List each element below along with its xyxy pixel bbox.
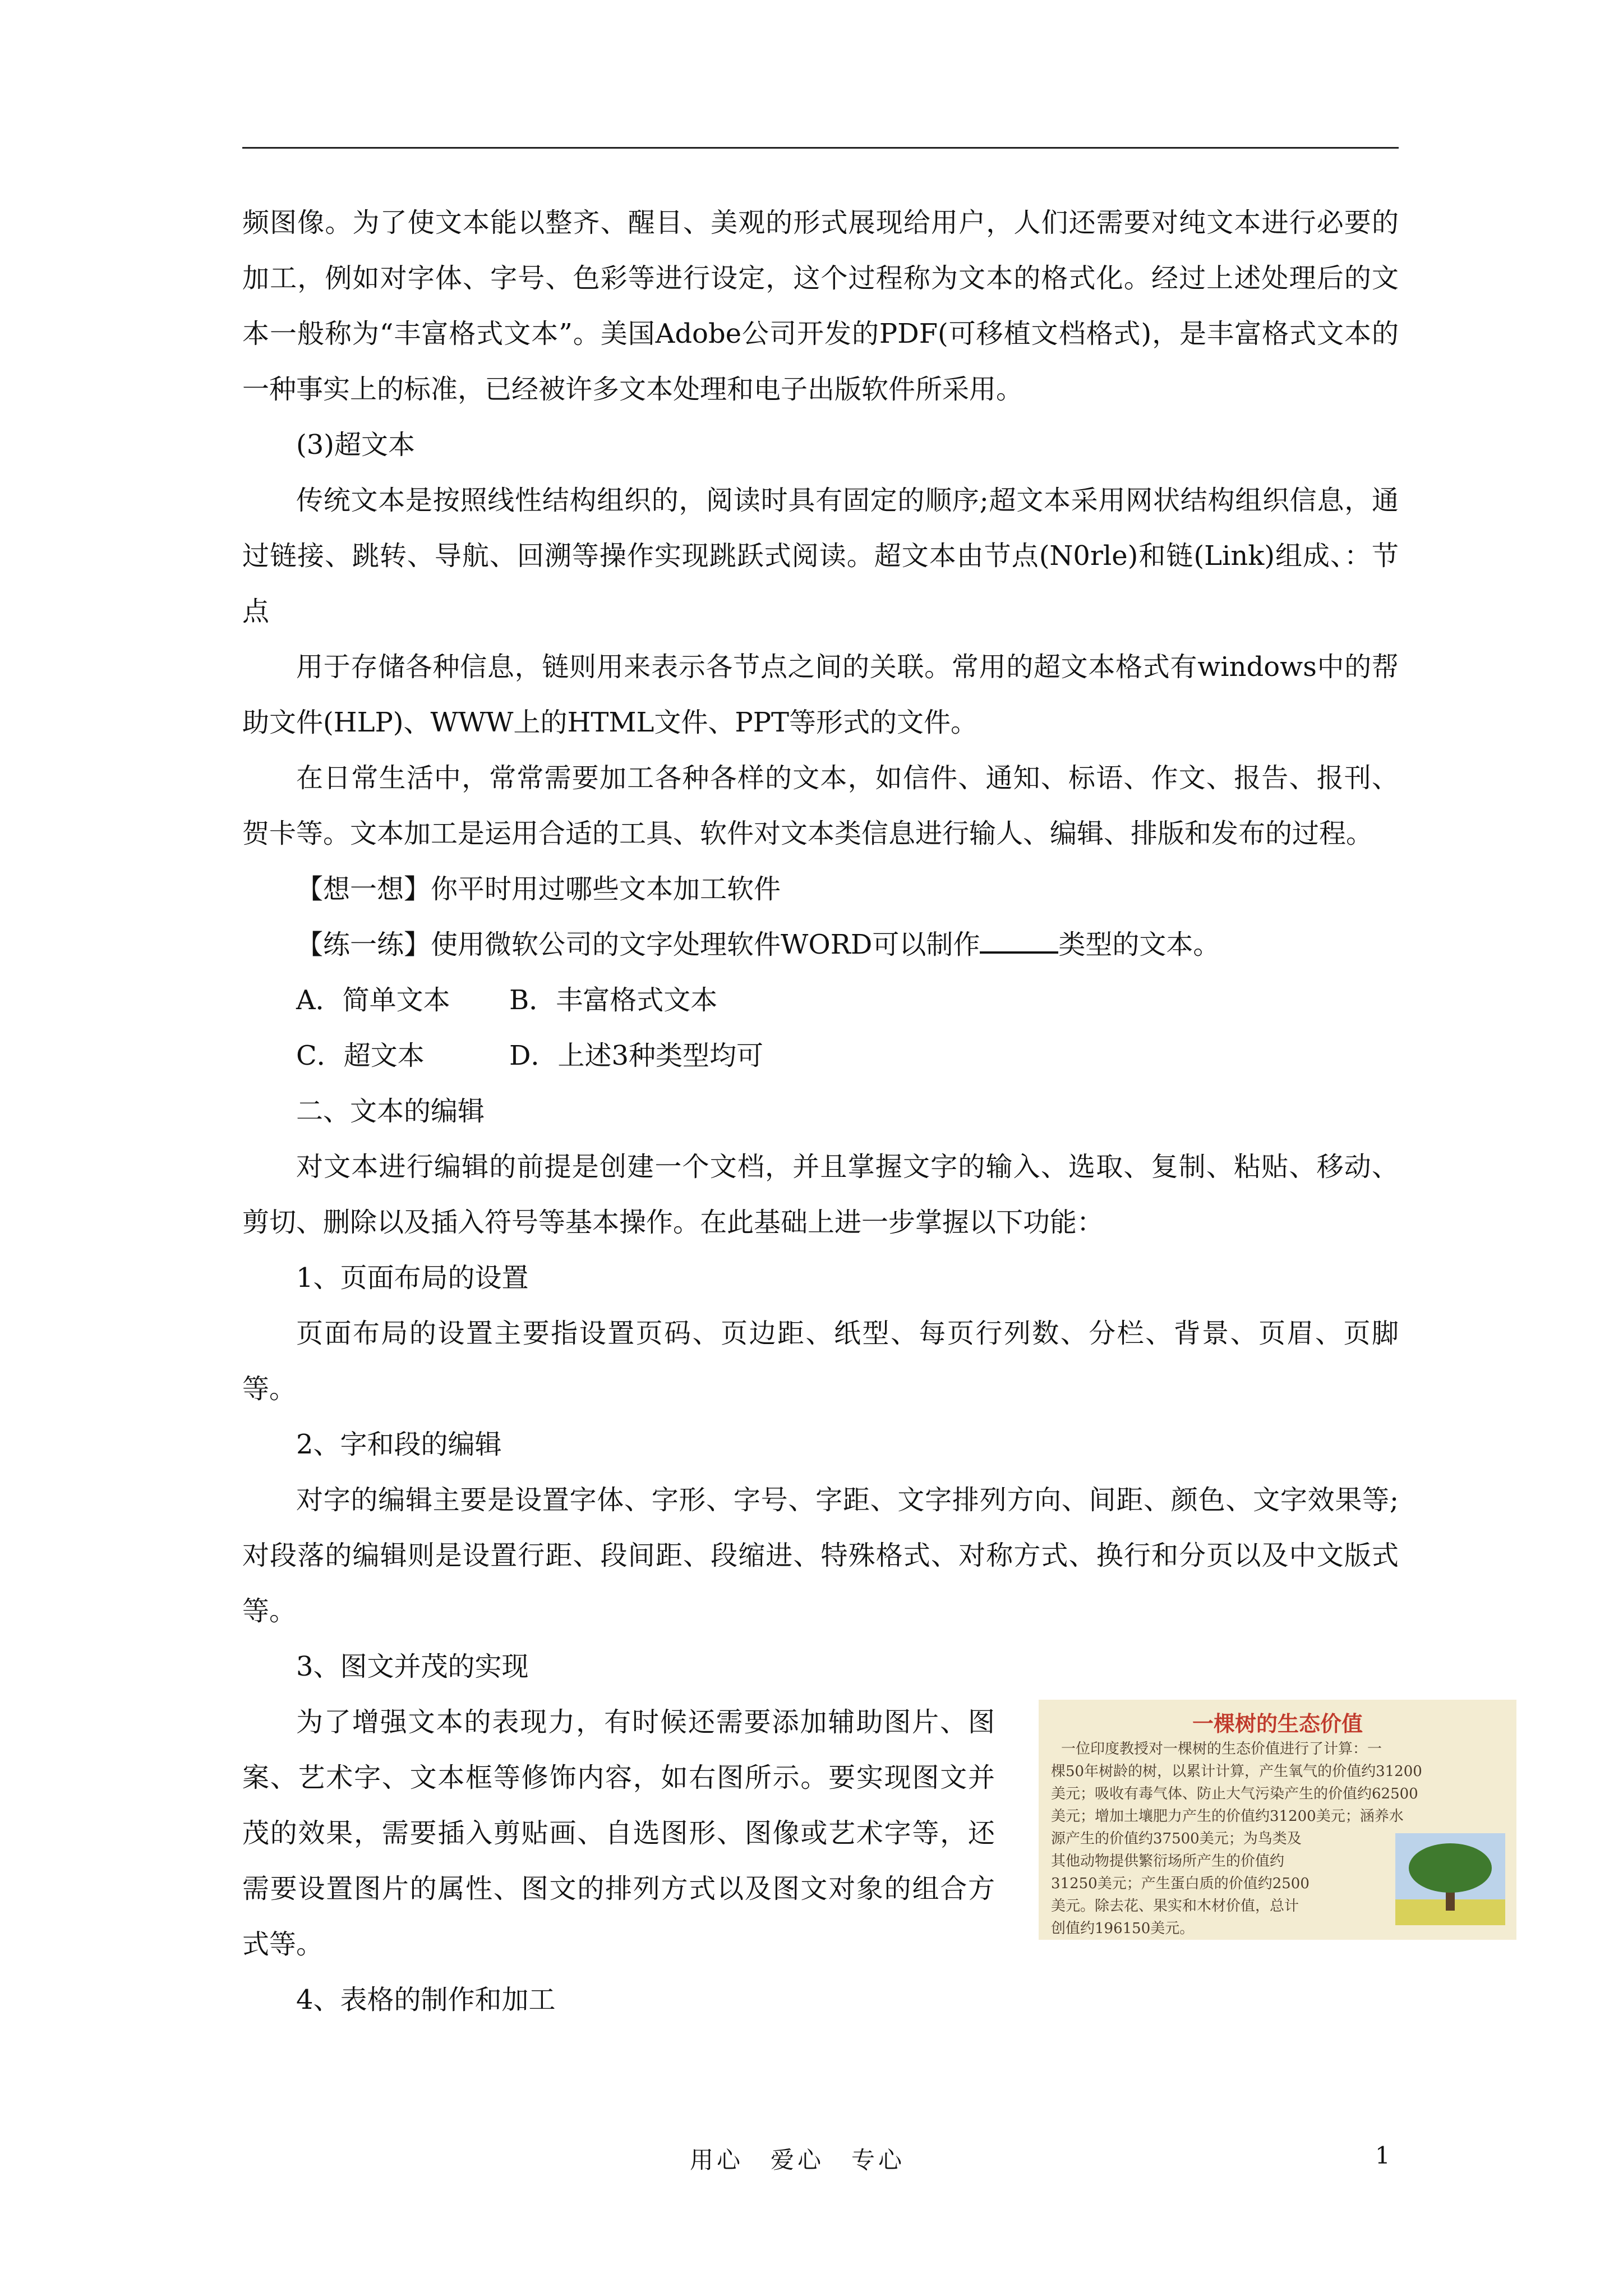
- figure-line: 一位印度教授对一棵树的生态价值进行了计算：一: [1061, 1741, 1382, 1757]
- figure-line: 源产生的价值约37500美元；为鸟类及: [1051, 1830, 1302, 1847]
- subheading-text-image: 3、图文并茂的实现: [296, 1651, 529, 1682]
- footer-motto: 用心 爱心 专心: [690, 2146, 906, 2174]
- paragraph-rich-text: 频图像。为了使文本能以整齐、醒目、美观的形式展现给用户，人们还需要对纯文本进行必要的加工，例如对字体、字号、色彩等进行设定，这个过程称为文本的格式化。经过上述处理后的文本一般称为“丰富格式文本”。美国Adobe公司开发的PDF(可移植文档格式)，是丰富格式文本的一种事实上的标准，已经被许多文本处理和电子出版软件所采用。: [242, 207, 1399, 405]
- tree-image: [1395, 1833, 1505, 1925]
- page-number: 1: [1375, 2142, 1390, 2169]
- paragraph-text-processing: 在日常生活中，常常需要加工各种各样的文本，如信件、通知、标语、作文、报告、报刊、贺卡等。文本加工是运用合适的工具、软件对文本类信息进行输人、编辑、排版和发布的过程。: [242, 762, 1399, 849]
- paragraph-text-image: 为了增强文本的表现力，有时候还需要添加辅助图片、图案、艺术字、文本框等修饰内容，如右图所示。要实现图文并茂的效果，需要插入剪贴画、自选图形、图像或艺术字等，还需要设置图片的属性、图文的排列方式以及图文对象的组合方式等。: [242, 1706, 995, 1960]
- subheading-char-para: 2、字和段的编辑: [296, 1429, 502, 1460]
- option-c: C．超文本: [296, 1040, 425, 1071]
- paragraph-hypertext-intro: 传统文本是按照线性结构组织的，阅读时具有固定的顺序;超文本采用网状结构组织信息，通过链接、跳转、导航、回溯等操作实现跳跃式阅读。超文本由节点(N0rle)和链(Link)组成、：节点: [242, 485, 1399, 627]
- figure-line: 美元；吸收有毒气体、防止大气污染产生的价值约62500: [1051, 1786, 1418, 1802]
- options-row-2: [242, 1028, 1399, 1084]
- header-rule: [242, 147, 1399, 149]
- paragraph-char-para: 对字的编辑主要是设置字体、字形、字号、字距、文字排列方向、间距、颜色、文字效果等;对段落的编辑则是设置行距、段间距、段缩进、特殊格式、对称方式、换行和分页以及中文版式等。: [242, 1484, 1399, 1627]
- practice-question: [242, 917, 1399, 973]
- practice-question-end: 类型的文本。: [1058, 929, 1220, 960]
- paragraph-editing-basics: 对文本进行编辑的前提是创建一个文档，并且掌握文字的输入、选取、复制、粘贴、移动、剪切、删除以及插入符号等基本操作。在此基础上进一步掌握以下功能：: [242, 1151, 1399, 1238]
- subheading-page-layout: 1、页面布局的设置: [296, 1262, 529, 1294]
- option-b: B．丰富格式文本: [509, 984, 718, 1016]
- figure-line: 创值约196150美元。: [1051, 1920, 1195, 1937]
- section-heading-editing: 二、文本的编辑: [296, 1096, 485, 1127]
- paragraph-page-layout: 页面布局的设置主要指设置页码、页边距、纸型、每页行列数、分栏、背景、页眉、页脚等。: [242, 1318, 1399, 1405]
- option-d: D．上述3种类型均可: [509, 1040, 764, 1071]
- options-row-1: [242, 973, 1399, 1028]
- figure-line: 美元。除去花、果实和木材价值，总计: [1051, 1898, 1299, 1915]
- subheading-tables: 4、表格的制作和加工: [296, 1984, 556, 2016]
- figure-line: 31250美元；产生蛋白质的价值约2500: [1051, 1875, 1310, 1892]
- think-prompt: 【想一想】你平时用过哪些文本加工软件: [296, 873, 781, 905]
- heading-hypertext: (3)超文本: [296, 429, 415, 461]
- figure-line: 棵50年树龄的树，以累计计算，产生氧气的价值约31200: [1051, 1763, 1422, 1780]
- tree-crown: [1409, 1843, 1492, 1893]
- answer-blank: [980, 935, 1058, 954]
- figure-line: 美元；增加土壤肥力产生的价值约31200美元；涵养水: [1051, 1808, 1404, 1825]
- tree-value-figure: [1039, 1700, 1516, 1940]
- practice-question-start: 【练一练】使用微软公司的文字处理软件WORD可以制作: [296, 929, 980, 960]
- option-a: A．简单文本: [296, 984, 450, 1016]
- figure-title: 一棵树的生态价值: [1192, 1711, 1363, 1736]
- figure-line: 其他动物提供繁衍场所产生的价值约: [1051, 1853, 1285, 1870]
- paragraph-hypertext-formats: 用于存储各种信息，链则用来表示各节点之间的关联。常用的超文本格式有windows中的帮助文件(HLP)、WWW上的HTML文件、PPT等形式的文件。: [242, 651, 1399, 738]
